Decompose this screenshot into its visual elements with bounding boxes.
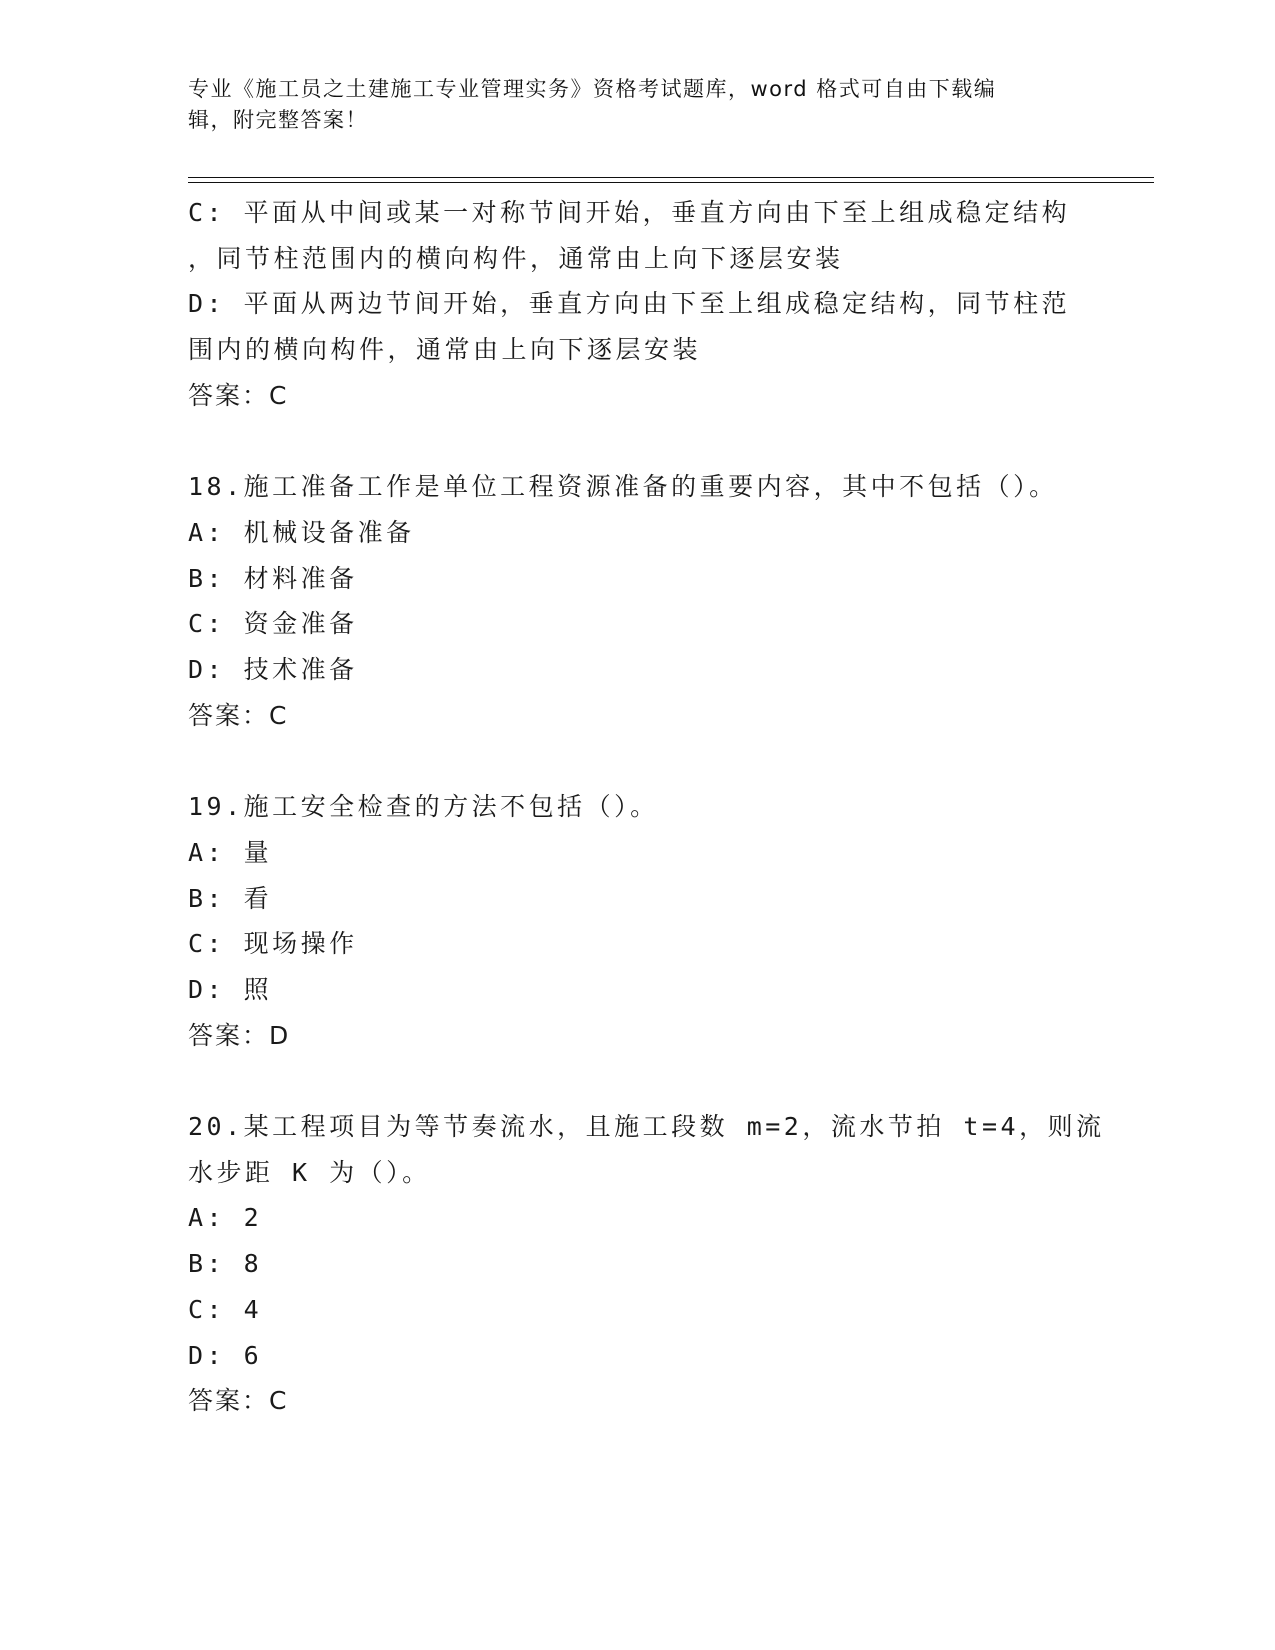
question-stem-line-1: 20.某工程项目为等节奏流水，且施工段数 m=2，流水节拍 t=4，则流 — [188, 1112, 1105, 1142]
question-stem-line-2: 水步距 K 为（）。 — [188, 1157, 431, 1187]
header-line-2: 辑，附完整答案！ — [188, 108, 368, 132]
question-17-continuation — [188, 190, 1088, 419]
option-c: C: 资金准备 — [188, 609, 358, 639]
question-19 — [188, 784, 1088, 1058]
answer-19: 答案：D — [188, 1020, 291, 1050]
document-header — [188, 74, 1068, 136]
blank-line — [188, 1058, 1088, 1104]
question-stem: 18.施工准备工作是单位工程资源准备的重要内容，其中不包括（）。 — [188, 472, 1058, 502]
option-d-line-1: D: 平面从两边节间开始，垂直方向由下至上组成稳定结构，同节柱范 — [188, 289, 1071, 319]
option-a: A: 机械设备准备 — [188, 517, 415, 547]
option-b: B: 材料准备 — [188, 563, 358, 593]
blank-line — [188, 738, 1088, 784]
answer-20: 答案：C — [188, 1386, 289, 1416]
option-a: A: 2 — [188, 1203, 263, 1233]
question-content — [188, 190, 1105, 1424]
header-divider-top — [188, 177, 1154, 178]
answer-17: 答案：C — [188, 380, 289, 410]
option-b: B: 8 — [188, 1249, 263, 1279]
option-d: D: 照 — [188, 974, 273, 1004]
option-d: D: 6 — [188, 1340, 263, 1370]
header-divider-bottom — [188, 182, 1154, 183]
option-a: A: 量 — [188, 837, 273, 867]
answer-18: 答案：C — [188, 700, 289, 730]
question-20 — [188, 1104, 1105, 1424]
option-c-line-2: ，同节柱范围内的横向构件，通常由上向下逐层安装 — [188, 243, 844, 273]
header-line-1: 专业《施工员之土建施工专业管理实务》资格考试题库，word 格式可自由下载编 — [188, 77, 997, 101]
question-stem: 19.施工安全检查的方法不包括（）。 — [188, 792, 659, 822]
option-c: C: 4 — [188, 1294, 263, 1324]
option-b: B: 看 — [188, 883, 273, 913]
question-18 — [188, 464, 1088, 738]
option-c-line-1: C: 平面从中间或某一对称节间开始，垂直方向由下至上组成稳定结构 — [188, 198, 1071, 227]
option-d-line-2: 围内的横向构件，通常由上向下逐层安装 — [188, 335, 702, 365]
blank-line — [188, 419, 1088, 465]
option-c: C: 现场操作 — [188, 929, 358, 959]
option-d: D: 技术准备 — [188, 655, 358, 685]
